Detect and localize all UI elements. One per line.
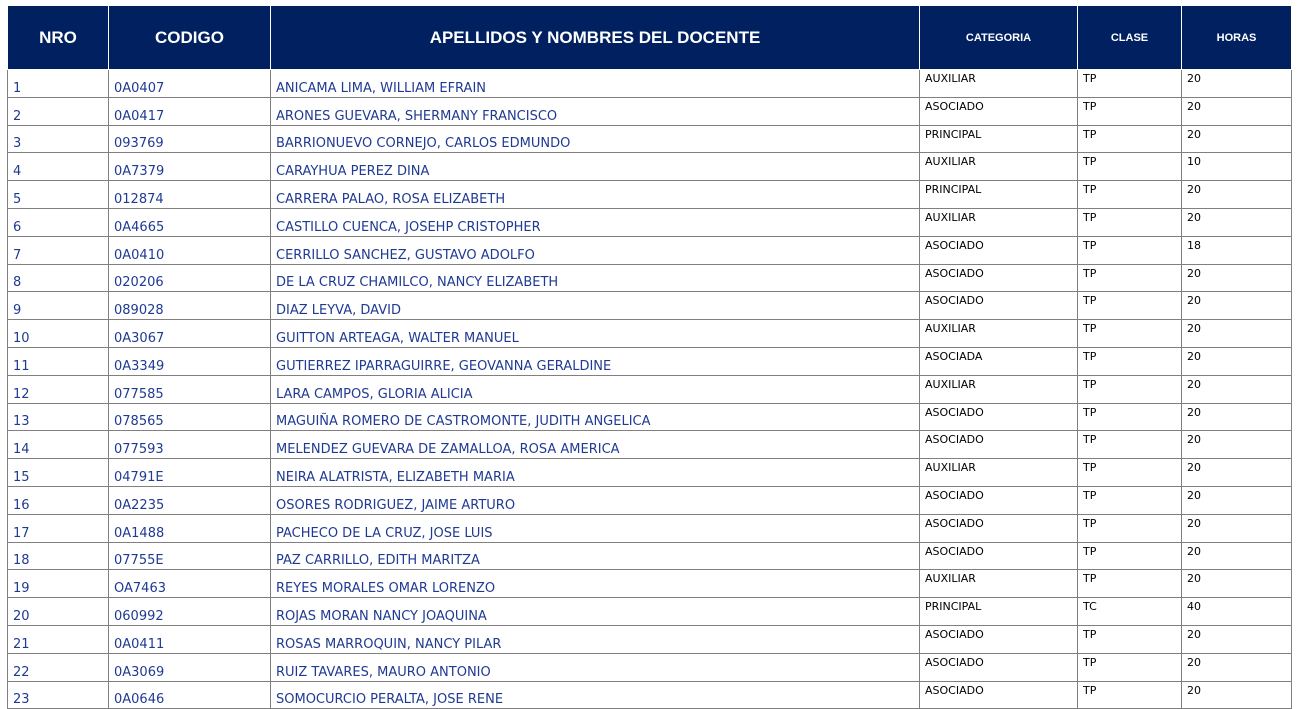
cell-horas: 20 [1182, 320, 1292, 348]
table-body [8, 70, 1292, 709]
cell-clase: TP [1078, 181, 1182, 209]
cell-horas: 20 [1182, 459, 1292, 487]
cell-nro: 15 [8, 459, 109, 487]
cell-nombre: REYES MORALES OMAR LORENZO [271, 570, 920, 598]
cell-codigo: 07755E [109, 542, 271, 570]
docentes-table [7, 5, 1292, 709]
cell-nro: 4 [8, 153, 109, 181]
cell-horas: 20 [1182, 403, 1292, 431]
cell-categoria: ASOCIADO [920, 236, 1078, 264]
cell-nro: 21 [8, 625, 109, 653]
cell-clase: TP [1078, 292, 1182, 320]
cell-nombre: ARONES GUEVARA, SHERMANY FRANCISCO [271, 97, 920, 125]
cell-clase: TP [1078, 97, 1182, 125]
table-row [8, 431, 1292, 459]
table-row [8, 320, 1292, 348]
cell-categoria: AUXILIAR [920, 208, 1078, 236]
cell-codigo: 077593 [109, 431, 271, 459]
cell-codigo: 078565 [109, 403, 271, 431]
cell-nombre: PACHECO DE LA CRUZ, JOSE LUIS [271, 514, 920, 542]
cell-nro: 1 [8, 70, 109, 98]
cell-nombre: NEIRA ALATRISTA, ELIZABETH MARIA [271, 459, 920, 487]
cell-nro: 16 [8, 486, 109, 514]
cell-nro: 18 [8, 542, 109, 570]
cell-nombre: MAGUIÑA ROMERO DE CASTROMONTE, JUDITH ANGELICA [271, 403, 920, 431]
cell-nro: 23 [8, 681, 109, 709]
header-clase: CLASE [1078, 6, 1182, 70]
cell-clase: TP [1078, 514, 1182, 542]
cell-nombre: GUTIERREZ IPARRAGUIRRE, GEOVANNA GERALDINE [271, 347, 920, 375]
cell-horas: 20 [1182, 347, 1292, 375]
cell-horas: 20 [1182, 653, 1292, 681]
cell-codigo: 0A2235 [109, 486, 271, 514]
table-row [8, 347, 1292, 375]
cell-codigo: 060992 [109, 598, 271, 626]
cell-categoria: AUXILIAR [920, 570, 1078, 598]
cell-categoria: ASOCIADA [920, 347, 1078, 375]
table-row [8, 181, 1292, 209]
cell-nro: 3 [8, 125, 109, 153]
cell-codigo: 0A0410 [109, 236, 271, 264]
table-row [8, 375, 1292, 403]
cell-nro: 8 [8, 264, 109, 292]
cell-horas: 20 [1182, 125, 1292, 153]
cell-nro: 2 [8, 97, 109, 125]
header-categoria: CATEGORIA [920, 6, 1078, 70]
table-row [8, 653, 1292, 681]
cell-nombre: BARRIONUEVO CORNEJO, CARLOS EDMUNDO [271, 125, 920, 153]
table-row [8, 681, 1292, 709]
cell-nombre: ROJAS MORAN NANCY JOAQUINA [271, 598, 920, 626]
cell-nro: 17 [8, 514, 109, 542]
cell-clase: TP [1078, 320, 1182, 348]
cell-clase: TP [1078, 625, 1182, 653]
cell-nombre: LARA CAMPOS, GLORIA ALICIA [271, 375, 920, 403]
cell-categoria: ASOCIADO [920, 681, 1078, 709]
cell-horas: 10 [1182, 153, 1292, 181]
cell-nro: 22 [8, 653, 109, 681]
table-row [8, 625, 1292, 653]
cell-categoria: AUXILIAR [920, 459, 1078, 487]
table-row [8, 264, 1292, 292]
cell-categoria: ASOCIADO [920, 625, 1078, 653]
cell-clase: TP [1078, 431, 1182, 459]
cell-horas: 20 [1182, 431, 1292, 459]
cell-codigo: 077585 [109, 375, 271, 403]
cell-nombre: RUIZ TAVARES, MAURO ANTONIO [271, 653, 920, 681]
cell-categoria: ASOCIADO [920, 653, 1078, 681]
cell-codigo: 089028 [109, 292, 271, 320]
cell-clase: TP [1078, 236, 1182, 264]
cell-categoria: AUXILIAR [920, 375, 1078, 403]
cell-clase: TP [1078, 459, 1182, 487]
cell-nro: 13 [8, 403, 109, 431]
cell-categoria: ASOCIADO [920, 486, 1078, 514]
cell-clase: TP [1078, 403, 1182, 431]
cell-nro: 6 [8, 208, 109, 236]
table-row [8, 486, 1292, 514]
cell-categoria: ASOCIADO [920, 292, 1078, 320]
cell-horas: 20 [1182, 681, 1292, 709]
cell-clase: TP [1078, 264, 1182, 292]
cell-clase: TP [1078, 125, 1182, 153]
cell-categoria: AUXILIAR [920, 320, 1078, 348]
cell-clase: TP [1078, 153, 1182, 181]
cell-clase: TP [1078, 375, 1182, 403]
table-row [8, 570, 1292, 598]
cell-nro: 10 [8, 320, 109, 348]
cell-nombre: PAZ CARRILLO, EDITH MARITZA [271, 542, 920, 570]
table-row [8, 459, 1292, 487]
cell-clase: TP [1078, 486, 1182, 514]
table-row [8, 153, 1292, 181]
cell-clase: TP [1078, 208, 1182, 236]
cell-nro: 14 [8, 431, 109, 459]
header-nro: NRO [8, 6, 109, 70]
cell-codigo: 093769 [109, 125, 271, 153]
cell-codigo: OA7463 [109, 570, 271, 598]
cell-clase: TP [1078, 570, 1182, 598]
table-row [8, 125, 1292, 153]
cell-nombre: CARAYHUA PEREZ DINA [271, 153, 920, 181]
cell-codigo: 04791E [109, 459, 271, 487]
table-row [8, 542, 1292, 570]
cell-categoria: ASOCIADO [920, 264, 1078, 292]
cell-horas: 20 [1182, 208, 1292, 236]
cell-categoria: PRINCIPAL [920, 125, 1078, 153]
cell-horas: 20 [1182, 625, 1292, 653]
cell-clase: TP [1078, 70, 1182, 98]
cell-codigo: 0A7379 [109, 153, 271, 181]
cell-codigo: 0A3069 [109, 653, 271, 681]
cell-categoria: ASOCIADO [920, 542, 1078, 570]
cell-nombre: OSORES RODRIGUEZ, JAIME ARTURO [271, 486, 920, 514]
cell-nombre: DE LA CRUZ CHAMILCO, NANCY ELIZABETH [271, 264, 920, 292]
cell-nro: 19 [8, 570, 109, 598]
table-row [8, 403, 1292, 431]
cell-codigo: 0A3349 [109, 347, 271, 375]
cell-categoria: ASOCIADO [920, 431, 1078, 459]
cell-categoria: AUXILIAR [920, 70, 1078, 98]
cell-horas: 20 [1182, 514, 1292, 542]
cell-horas: 20 [1182, 292, 1292, 320]
cell-clase: TP [1078, 653, 1182, 681]
cell-nombre: GUITTON ARTEAGA, WALTER MANUEL [271, 320, 920, 348]
cell-horas: 20 [1182, 375, 1292, 403]
cell-codigo: 0A4665 [109, 208, 271, 236]
cell-codigo: 0A0411 [109, 625, 271, 653]
cell-horas: 20 [1182, 97, 1292, 125]
header-horas: HORAS [1182, 6, 1292, 70]
cell-horas: 18 [1182, 236, 1292, 264]
cell-categoria: PRINCIPAL [920, 181, 1078, 209]
table-row [8, 208, 1292, 236]
header-row [8, 6, 1292, 70]
header-codigo: CODIGO [109, 6, 271, 70]
cell-nombre: CARRERA PALAO, ROSA ELIZABETH [271, 181, 920, 209]
cell-nombre: MELENDEZ GUEVARA DE ZAMALLOA, ROSA AMERICA [271, 431, 920, 459]
table-row [8, 598, 1292, 626]
cell-categoria: PRINCIPAL [920, 598, 1078, 626]
cell-nro: 20 [8, 598, 109, 626]
cell-clase: TP [1078, 542, 1182, 570]
cell-codigo: 020206 [109, 264, 271, 292]
cell-nro: 5 [8, 181, 109, 209]
cell-horas: 20 [1182, 570, 1292, 598]
cell-horas: 20 [1182, 486, 1292, 514]
table-row [8, 97, 1292, 125]
cell-horas: 20 [1182, 264, 1292, 292]
cell-nro: 11 [8, 347, 109, 375]
cell-clase: TP [1078, 681, 1182, 709]
cell-codigo: 012874 [109, 181, 271, 209]
cell-nombre: SOMOCURCIO PERALTA, JOSE RENE [271, 681, 920, 709]
cell-nro: 7 [8, 236, 109, 264]
cell-nro: 9 [8, 292, 109, 320]
cell-codigo: 0A1488 [109, 514, 271, 542]
cell-horas: 20 [1182, 542, 1292, 570]
cell-codigo: 0A0646 [109, 681, 271, 709]
table-row [8, 236, 1292, 264]
cell-nombre: ANICAMA LIMA, WILLIAM EFRAIN [271, 70, 920, 98]
cell-nombre: CASTILLO CUENCA, JOSEHP CRISTOPHER [271, 208, 920, 236]
cell-codigo: 0A3067 [109, 320, 271, 348]
table-row [8, 70, 1292, 98]
table-row [8, 292, 1292, 320]
cell-clase: TC [1078, 598, 1182, 626]
cell-nro: 12 [8, 375, 109, 403]
cell-categoria: ASOCIADO [920, 403, 1078, 431]
cell-nombre: DIAZ LEYVA, DAVID [271, 292, 920, 320]
cell-nombre: ROSAS MARROQUIN, NANCY PILAR [271, 625, 920, 653]
cell-categoria: ASOCIADO [920, 97, 1078, 125]
cell-codigo: 0A0407 [109, 70, 271, 98]
cell-horas: 40 [1182, 598, 1292, 626]
cell-nombre: CERRILLO SANCHEZ, GUSTAVO ADOLFO [271, 236, 920, 264]
cell-categoria: AUXILIAR [920, 153, 1078, 181]
cell-categoria: ASOCIADO [920, 514, 1078, 542]
cell-codigo: 0A0417 [109, 97, 271, 125]
table-row [8, 514, 1292, 542]
cell-clase: TP [1078, 347, 1182, 375]
cell-horas: 20 [1182, 70, 1292, 98]
cell-horas: 20 [1182, 181, 1292, 209]
header-nombre: APELLIDOS Y NOMBRES DEL DOCENTE [271, 6, 920, 70]
